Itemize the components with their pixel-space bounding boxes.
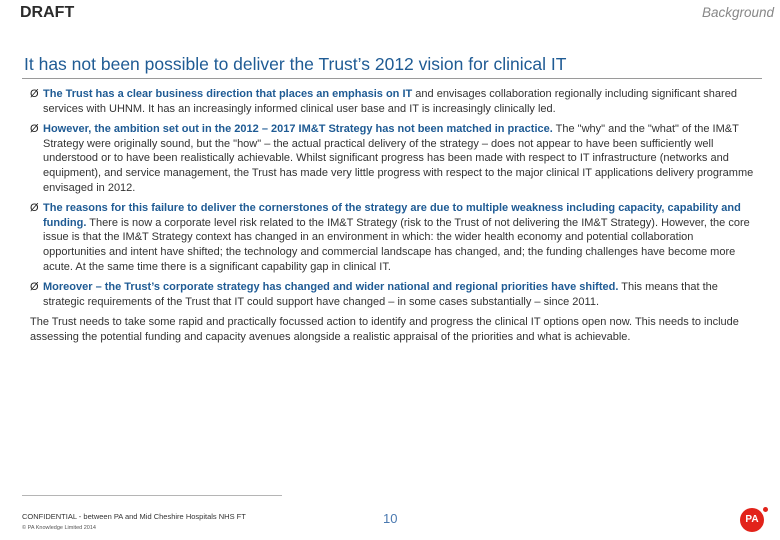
page-number: 10 (383, 511, 398, 526)
closing-paragraph: The Trust needs to take some rapid and practically focussed action to identify and progress the clinical IT options open now. This needs to include assessing the potential funding and capacity avenues alongside a realistic appraisal of the priorities and what is achievable. (30, 316, 739, 343)
bullet-item (30, 87, 758, 116)
title-rule (22, 78, 762, 79)
bullet-lead: The reasons for this failure to deliver the cornerstones of the strategy are due to multiple weakness including capacity, capability and funding. (43, 202, 741, 229)
arrow-bullet-icon: Ø (30, 202, 39, 215)
arrow-bullet-icon: Ø (30, 281, 39, 294)
slide-title: It has not been possible to deliver the Trust’s 2012 vision for clinical IT (24, 54, 567, 74)
pa-logo-dot-icon (763, 507, 768, 512)
draft-label: DRAFT (20, 4, 75, 21)
arrow-bullet-icon: Ø (30, 88, 39, 100)
bullet-lead: The Trust has a clear business direction that places an emphasis on IT (43, 88, 413, 100)
copyright-notice: © PA Knowledge Limited 2014 (22, 525, 96, 531)
bullet-text: There is now a corporate level risk related to the IM&T Strategy (risk to the Trust of not delivering the IM&T Strategy). However, the core issue is that the IM&T Strategy context has changed in an environment in which: the wider health economy and potential collaboration opportunities and intent have shifted; the technology and commercial landscape has changed, and; the funding challenges have become more acute. At the same time there is a significant capability gap in clinical IT. (43, 216, 750, 273)
bullet-item (30, 280, 758, 309)
bullet-lead: However, the ambition set out in the 2012 – 2017 IM&T Strategy has not been matched in practice. (43, 123, 553, 136)
pa-logo: PA (740, 508, 764, 532)
section-label: Background (701, 5, 774, 20)
bullet-lead: Moreover – the Trust’s corporate strategy has changed and wider national and regional priorities have shifted. (43, 281, 619, 294)
bullet-item (30, 201, 758, 274)
slide-body (30, 87, 758, 345)
confidential-notice: CONFIDENTIAL - between PA and Mid Cheshire Hospitals NHS FT (22, 512, 246, 521)
arrow-bullet-icon: Ø (30, 123, 39, 136)
footer-rule (22, 495, 282, 496)
bullet-item (30, 122, 758, 195)
bullet-text: The "why" and the "what" of the IM&T Strategy were originally sound, but the "how" – the actual practical delivery of the strategy – does not appear to have been sufficiently well understood or to have been realistically achievable. Whilst significant progress has been made with respect to IT infrastructure (networks and equipment), and service management, the Trust has made very little progress with respect to the major clinical IT applications delivery programme envisaged in 2012. (43, 123, 754, 194)
bullet-text: and envisages collaboration regionally including significant shared services with UHNM. It has an increasingly informed clinical user base and IT is increasingly clinically led. (43, 88, 737, 115)
bullet-text: This means that the strategic requirements of the Trust that IT could support have changed – in some cases substantially – since 2011. (43, 281, 718, 308)
